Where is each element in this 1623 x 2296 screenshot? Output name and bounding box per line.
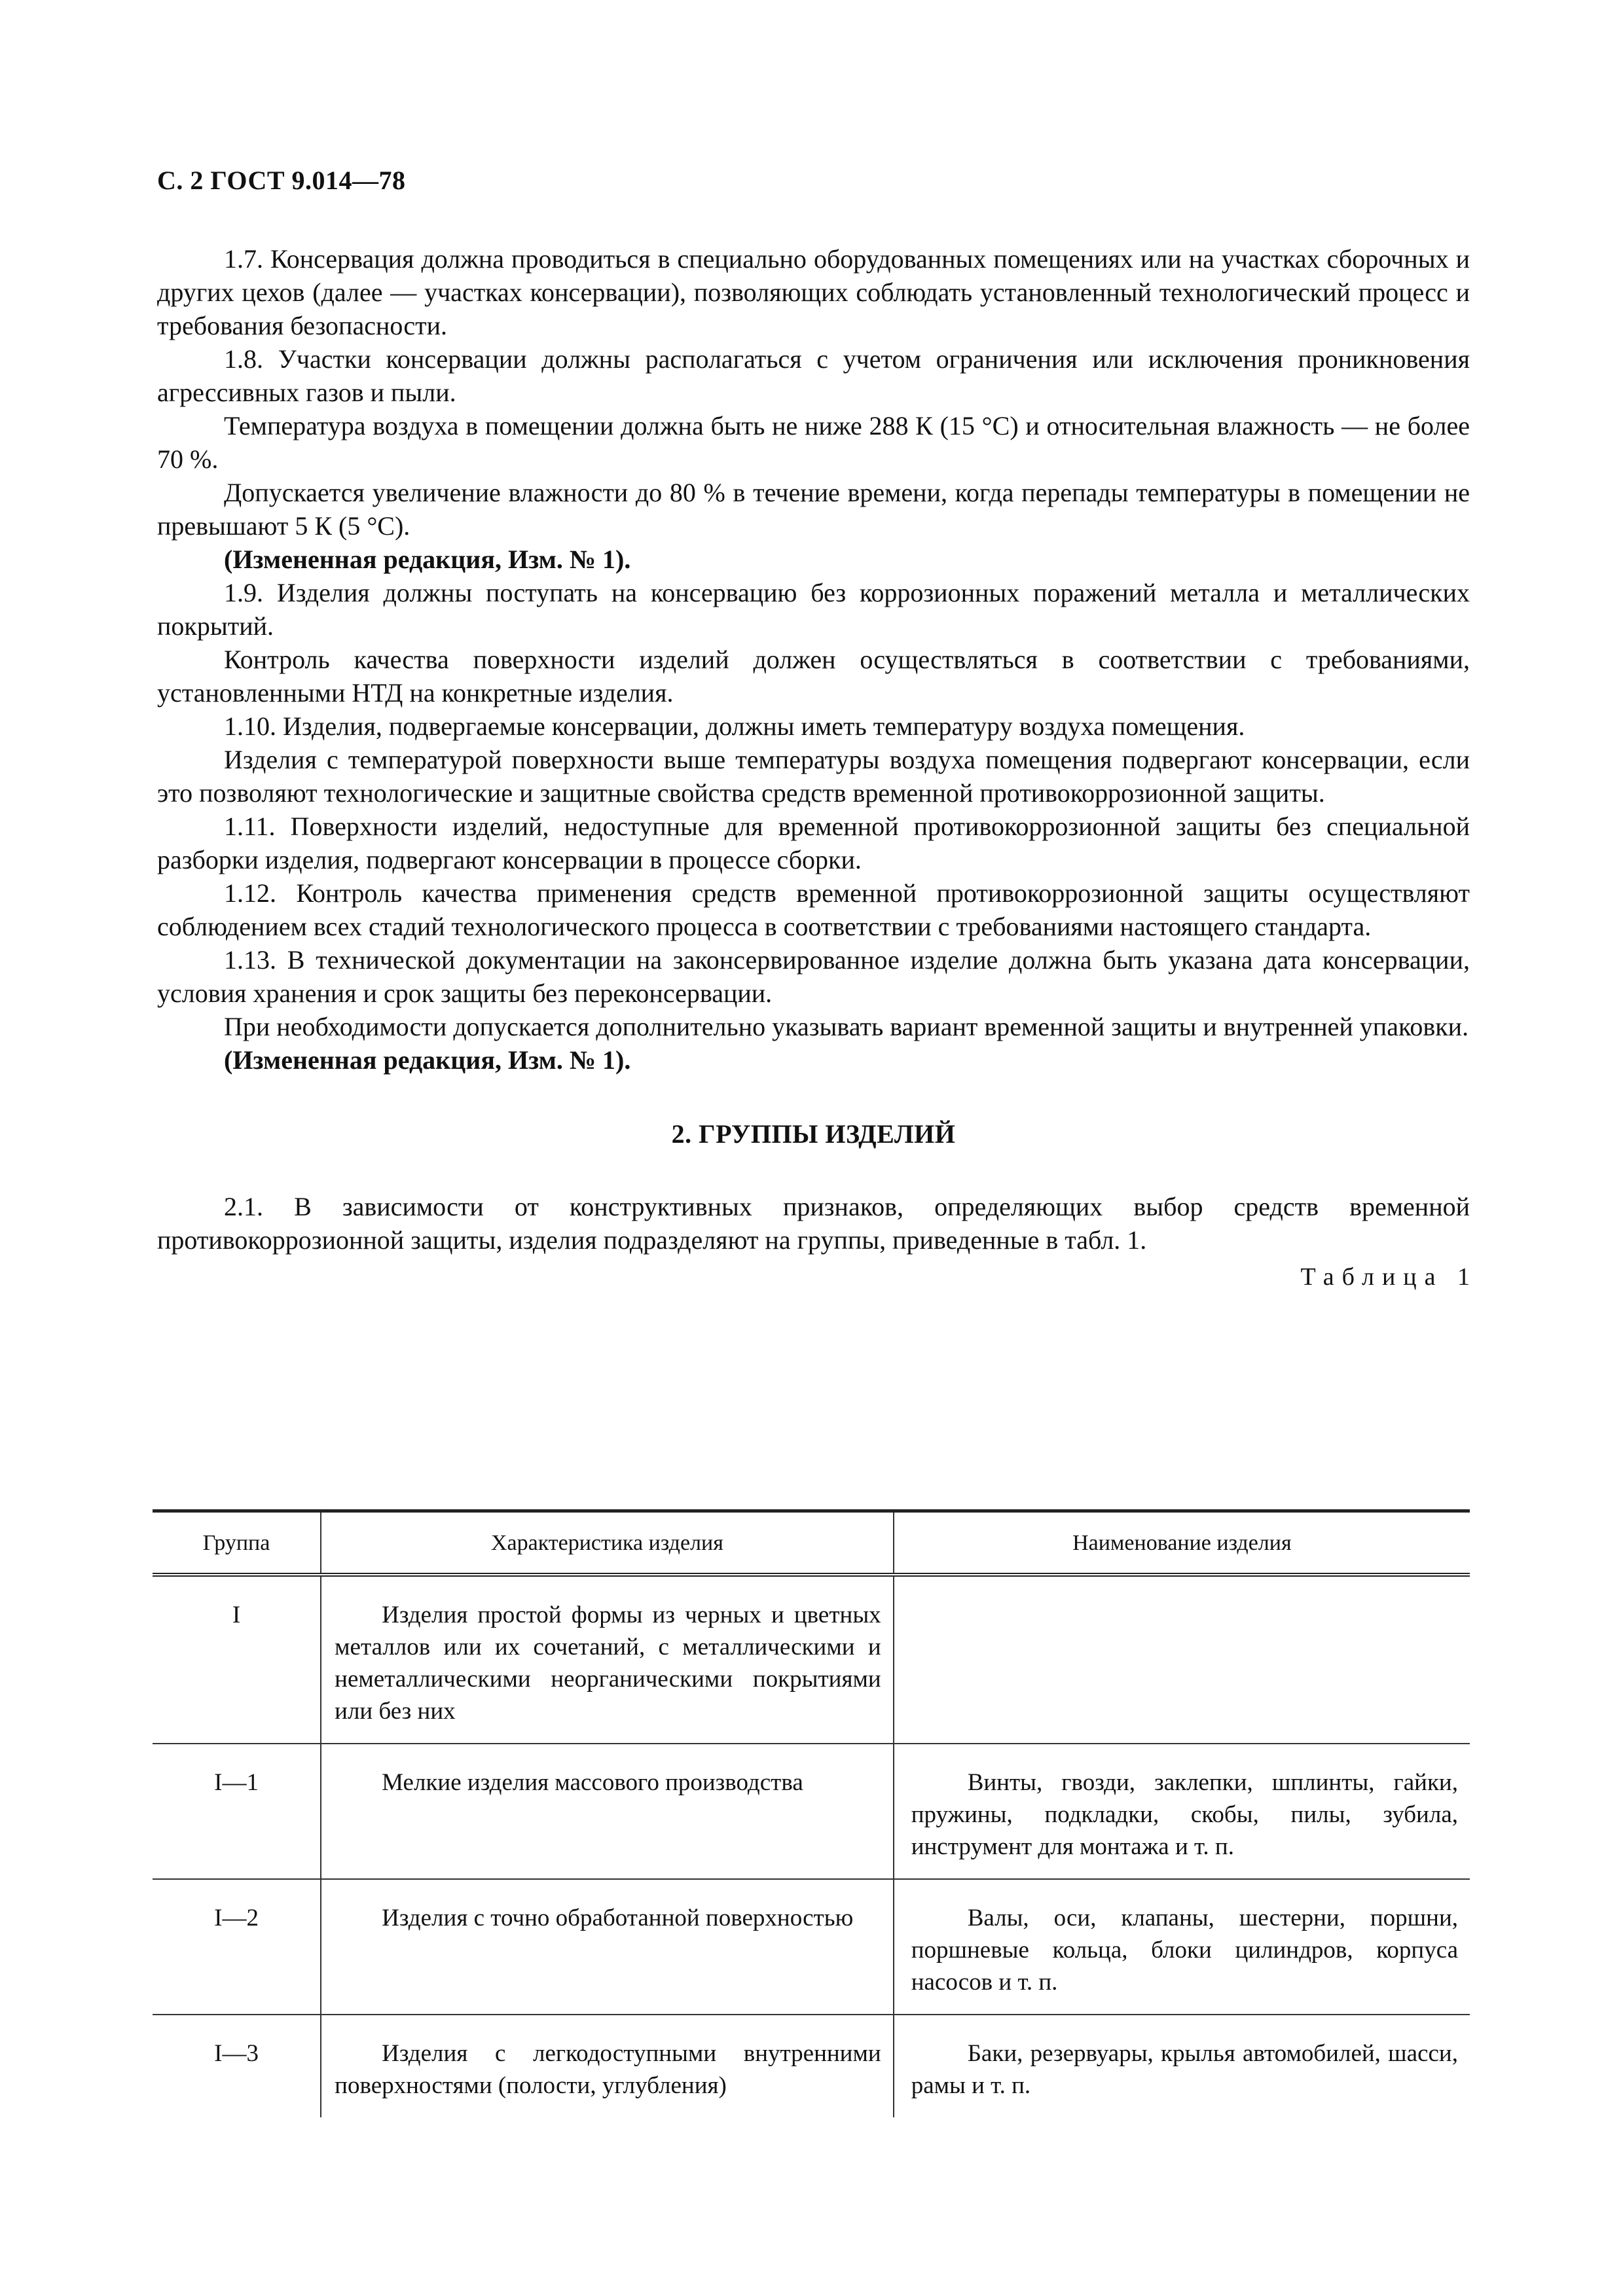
section-paragraph: 2.1. В зависимости от конструктивных признаков, определяющих выбор средств временной противокоррозионной защиты, изделия подразделяют на группы, приведенные в табл. 1. (157, 1192, 1470, 1255)
table-row (153, 2015, 1470, 2117)
body-paragraph: 1.12. Контроль качества применения средств временной противокоррозионной защиты осуществляют соблюдением всех стадий технологического процесса в соответствии с требованиями настоящего стандарта. (157, 878, 1470, 941)
table-row (153, 1575, 1470, 1744)
paragraphs-section-1 (157, 242, 1470, 1077)
name-text: Винты, гвозди, заклепки, шплинты, гайки, пружины, подкладки, скобы, пилы, зубила, инструмент для монтажа и т. п. (911, 1769, 1458, 1860)
body-paragraph: Температура воздуха в помещении должна быть не ниже 288 К (15 °С) и относительная влажность — не более 70 %. (157, 411, 1470, 474)
name-text: Валы, оси, клапаны, шестерни, поршни, поршневые кольца, блоки цилиндров, корпуса насосов и т. п. (911, 1905, 1458, 1996)
body-paragraph: 1.9. Изделия должны поступать на консервацию без коррозионных поражений металла и металлических покрытий. (157, 578, 1470, 641)
table-row (153, 1879, 1470, 2015)
cell-name (894, 1575, 1470, 1744)
cell-group: I—3 (214, 2040, 259, 2067)
body-paragraph: 1.13. В технической документации на законсервированное изделие должна быть указана дата консервации, условия хранения и срок защиты без переконсервации. (157, 945, 1470, 1008)
amendment-note: (Измененная редакция, Изм. № 1). (224, 545, 631, 574)
cell-group: I—1 (153, 1744, 321, 1879)
product-groups-table (153, 1509, 1470, 2117)
cell-characteristic (321, 2015, 894, 2117)
body-paragraph: 1.8. Участки консервации должны располагаться с учетом ограничения или исключения проникновения агрессивных газов и пыли. (157, 344, 1470, 407)
header-group: Группа (153, 1511, 321, 1575)
body-paragraph: При необходимости допускается дополнительно указывать вариант временной защиты и внутренней упаковки. (224, 1012, 1469, 1041)
characteristic-text: Изделия с легкодоступными внутренними поверхностями (полости, углубления) (335, 2040, 881, 2099)
document-body (157, 242, 1478, 1294)
characteristic-text: Изделия простой формы из черных и цветных металлов или их сочетаний, с металлическими и неметаллическими неорганическими покрытиями или без них (335, 1602, 881, 1725)
characteristic-text: Мелкие изделия массового производства (382, 1769, 803, 1796)
table-row (153, 1744, 1470, 1879)
cell-characteristic (321, 1744, 894, 1879)
table-body (153, 1575, 1470, 2117)
cell-characteristic (321, 1575, 894, 1744)
body-paragraph: Контроль качества поверхности изделий должен осуществляться в соответствии с требованиями, установленными НТД на конкретные изделия. (157, 645, 1470, 708)
cell-name (894, 1879, 1470, 2015)
body-paragraph: Изделия с температурой поверхности выше температуры воздуха помещения подвергают консервации, если это позволяют технологические и защитные свойства средств временной противокоррозионной защиты. (157, 745, 1470, 808)
cell-name (894, 1744, 1470, 1879)
body-paragraph: Допускается увеличение влажности до 80 % в течение времени, когда перепады температуры в помещении не превышают 5 К (5 °С). (157, 478, 1470, 541)
characteristic-text: Изделия с точно обработанной поверхностью (382, 1905, 854, 1931)
amendment-note: (Измененная редакция, Изм. № 1). (224, 1045, 631, 1075)
header-name: Наименование изделия (894, 1511, 1470, 1575)
table-header-row (153, 1511, 1470, 1575)
cell-group: I—2 (153, 1879, 321, 2015)
page-header: С. 2 ГОСТ 9.014—78 (157, 166, 406, 195)
body-paragraph: 1.7. Консервация должна проводиться в специально оборудованных помещениях или на участках сборочных и других цехов (далее — участках консервации), позволяющих соблюдать установленный технологический процесс и требования безопасности. (157, 244, 1470, 340)
table-caption: Таблица 1 (1300, 1263, 1478, 1291)
name-text: Баки, резервуары, крылья автомобилей, шасси, рамы и т. п. (911, 2040, 1458, 2099)
body-paragraph: 1.11. Поверхности изделий, недоступные для временной противокоррозионной защиты без специальной разборки изделия, подвергают консервации в процессе сборки. (157, 812, 1470, 874)
cell-characteristic (321, 1879, 894, 2015)
body-paragraph: 1.10. Изделия, подвергаемые консервации, должны иметь температуру воздуха помещения. (224, 711, 1245, 741)
cell-group: I (153, 1575, 321, 1744)
header-characteristic: Характеристика изделия (321, 1511, 894, 1575)
cell-name (894, 2015, 1470, 2117)
section-heading: 2. ГРУППЫ ИЗДЕЛИЙ (671, 1119, 956, 1149)
